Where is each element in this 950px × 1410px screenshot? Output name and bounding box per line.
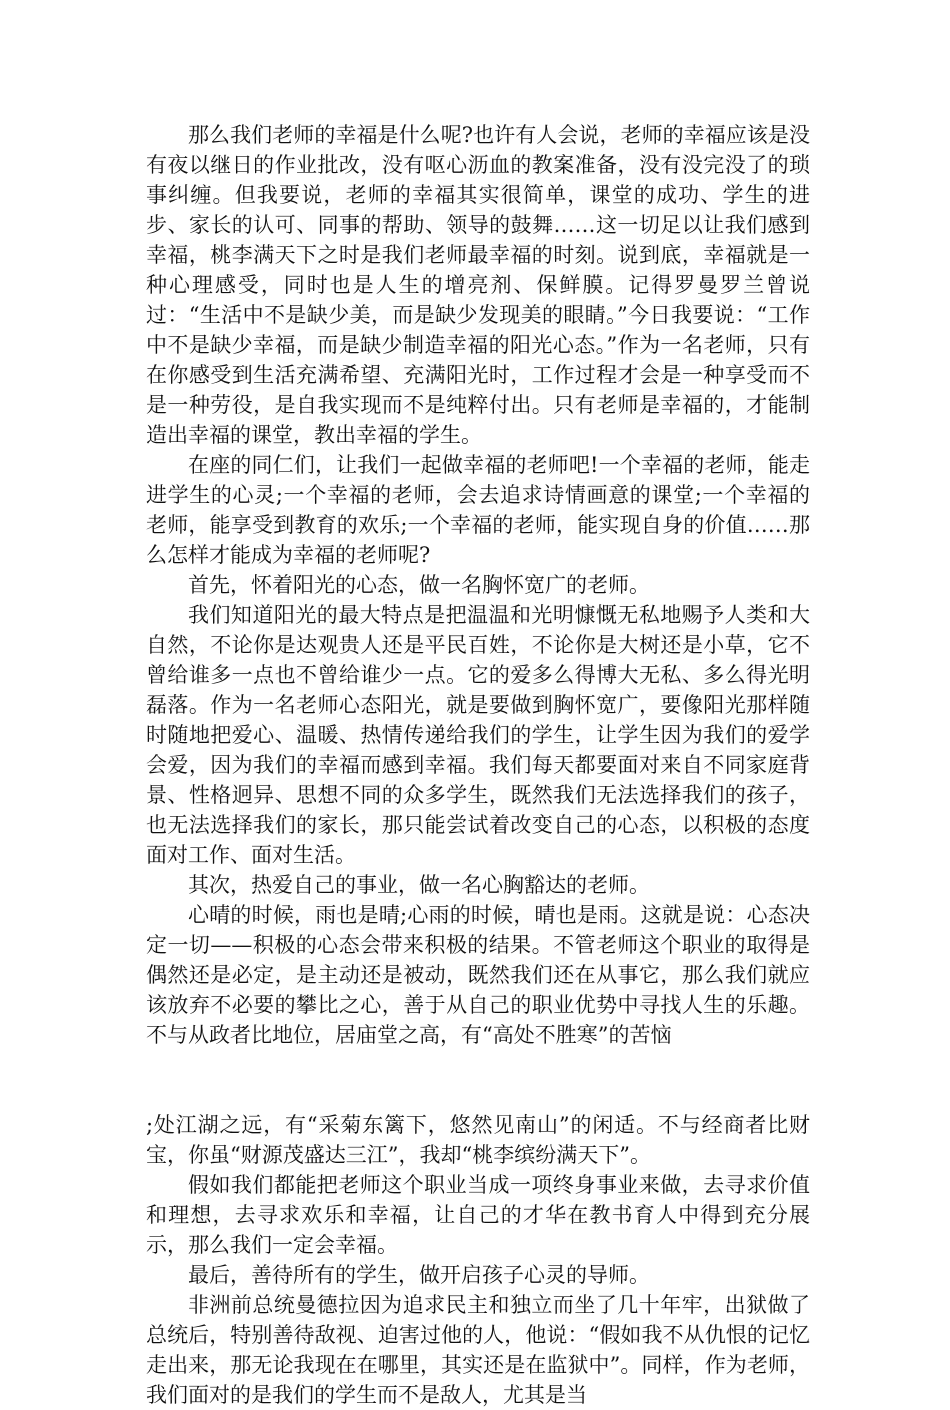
paragraph: 那么我们老师的幸福是什么呢?也许有人会说，老师的幸福应该是没有夜以继日的作业批改，没有呕心沥血的教案准备，没有没完没了的琐事纠缠。但我要说，老师的幸福其实很简单，课堂的成功、学生的进步、家长的认可、同事的帮助、领导的鼓舞……这一切足以让我们感到幸福，桃李满天下之时是我们老师最幸福的时刻。说到底，幸福就是一种心理感受，同时也是人生的增亮剂、保鲜膜。记得罗曼罗兰曾说过：“生活中不是缺少美，而是缺少发现美的眼睛。”今日我要说：“工作中不是缺少幸福，而是缺少制造幸福的阳光心态。”作为一名老师，只有在你感受到生活充满希望、充满阳光时，工作过程才会是一种享受而不是一种劳役，是自我实现而不是纯粹付出。只有老师是幸福的，才能制造出幸福的课堂，教出幸福的学生。 <box>146 123 810 447</box>
paragraph: 最后，善待所有的学生，做开启孩子心灵的导师。 <box>188 1263 650 1287</box>
paragraph: 我们知道阳光的最大特点是把温温和光明慷慨无私地赐予人类和大自然，不论你是达观贵人还是平民百姓，不论你是大树还是小草，它不曾给谁多一点也不曾给谁少一点。它的爱多么得博大无私、多么得光明磊落。作为一名老师心态阳光，就是要做到胸怀宽广，要像阳光那样随时随地把爱心、温暖、热情传递给我们的学生，让学生因为我们的爱学会爱，因为我们的幸福而感到幸福。我们每天都要面对来自不同家庭背景、性格迥异、思想不同的众多学生，既然我们无法选择我们的孩子，也无法选择我们的家长，那只能尝试着改变自己的心态，以积极的态度面对工作、面对生活。 <box>146 603 810 867</box>
document-body <box>146 120 810 1410</box>
paragraph-continuation: ;处江湖之远，有“采菊东篱下，悠然见南山”的闲适。不与经商者比财宝，你虽“财源茂盛达三江”，我却“桃李缤纷满天下”。 <box>146 1113 810 1167</box>
paragraph: 其次，热爱自己的事业，做一名心胸豁达的老师。 <box>188 873 650 897</box>
paragraph: 心晴的时候，雨也是晴;心雨的时候，晴也是雨。这就是说：心态决定一切——积极的心态会带来积极的结果。不管老师这个职业的取得是偶然还是必定，是主动还是被动，既然我们还在从事它，那么我们就应该放弃不必要的攀比之心，善于从自己的职业优势中寻找人生的乐趣。不与从政者比地位，居庙堂之高，有“高处不胜寒”的苦恼 <box>146 903 810 1047</box>
paragraph: 非洲前总统曼德拉因为追求民主和独立而坐了几十年牢，出狱做了总统后，特别善待敌视、迫害过他的人，他说：“假如我不从仇恨的记忆走出来，那无论我现在在哪里，其实还是在监狱中”。同样，作为老师，我们面对的是我们的学生而不是敌人，尤其是当 <box>146 1293 810 1407</box>
paragraph: 假如我们都能把老师这个职业当成一项终身事业来做，去寻求价值和理想，去寻求欢乐和幸福，让自己的才华在教书育人中得到充分展示，那么我们一定会幸福。 <box>146 1173 810 1257</box>
paragraph-gap <box>146 1050 810 1110</box>
paragraph: 首先，怀着阳光的心态，做一名胸怀宽广的老师。 <box>188 573 650 597</box>
paragraph: 在座的同仁们，让我们一起做幸福的老师吧!一个幸福的老师，能走进学生的心灵;一个幸福的老师，会去追求诗情画意的课堂;一个幸福的老师，能享受到教育的欢乐;一个幸福的老师，能实现自身的价值……那么怎样才能成为幸福的老师呢? <box>146 453 810 567</box>
